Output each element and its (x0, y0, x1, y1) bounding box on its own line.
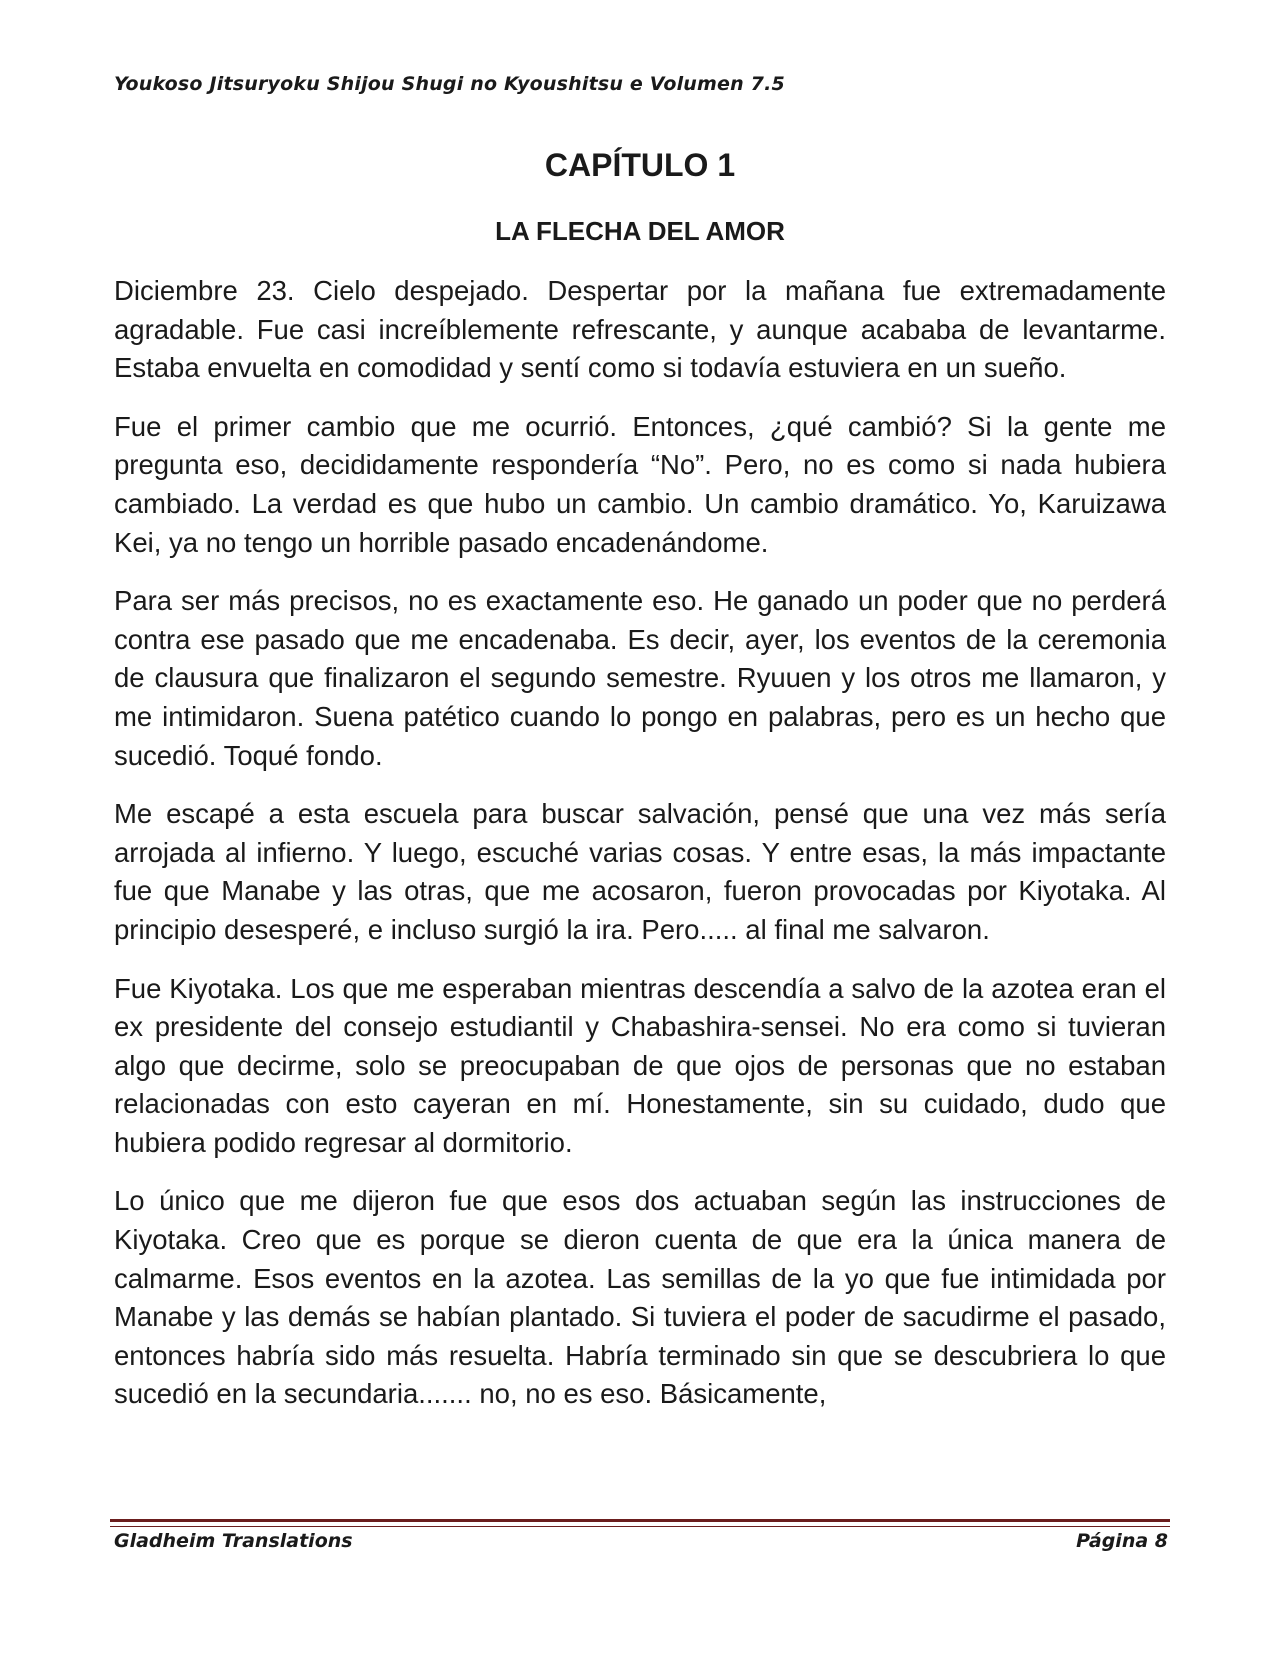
paragraph: Lo único que me dijeron fue que esos dos actuaban según las instrucciones de Kiyotaka. Creo que es porque se dieron cuenta de que era la única manera de calmarme. Esos eventos en la azotea. Las semillas de la yo que fue intimidada por Manabe y las demás se habían plantado. Si tuviera el poder de sacudirme el pasado, entonces habría sido más resuelta. Habría terminado sin que se descubriera lo que sucedió en la secundaria....... no, no es eso. Básicamente, (114, 1185, 1166, 1410)
footer-credit: Gladheim Translations (114, 1530, 353, 1552)
chapter-subtitle: LA FLECHA DEL AMOR (495, 216, 785, 246)
paragraph: Me escapé a esta escuela para buscar salvación, pensé que una vez más sería arrojada al infierno. Y luego, escuché varias cosas. Y entre esas, la más impactante fue que Manabe y las otras, que me acosaron, fueron provocadas por Kiyotaka. Al principio desesperé, e incluso surgió la ira. Pero..... al final me salvaron. (114, 798, 1166, 945)
footer-divider (110, 1519, 1170, 1527)
paragraph: Para ser más precisos, no es exactamente eso. He ganado un poder que no perderá contra ese pasado que me encadenaba. Es decir, ayer, los eventos de la ceremonia de clausura que finalizaron el segundo semestre. Ryuuen y los otros me llamaron, y me intimidaron. Suena patético cuando lo pongo en palabras, pero es un hecho que sucedió. Toqué fondo. (114, 585, 1166, 771)
paragraph: Fue Kiyotaka. Los que me esperaban mientras descendía a salvo de la azotea eran el ex presidente del consejo estudiantil y Chabashira-sensei. No era como si tuvieran algo que decirme, solo se preocupaban de que ojos de personas que no estaban relacionadas con esto cayeran en mí. Honestamente, sin su cuidado, dudo que hubiera podido regresar al dormitorio. (114, 972, 1166, 1158)
body-text (114, 272, 1166, 1434)
running-header: Youkoso Jitsuryoku Shijou Shugi no Kyoushitsu e Volumen 7.5 (114, 73, 785, 95)
paragraph: Diciembre 23. Cielo despejado. Despertar por la mañana fue extremadamente agradable. Fue casi increíblemente refrescante, y aunque acababa de levantarme. Estaba envuelta en comodidad y sentí como si todavía estuviera en un sueño. (114, 275, 1166, 384)
page-number: Página 8 (1076, 1530, 1168, 1552)
paragraph: Fue el primer cambio que me ocurrió. Entonces, ¿qué cambió? Si la gente me pregunta eso, decididamente respondería “No”. Pero, no es como si nada hubiera cambiado. La verdad es que hubo un cambio. Un cambio dramático. Yo, Karuizawa Kei, ya no tengo un horrible pasado encadenándome. (114, 410, 1166, 558)
chapter-title: CAPÍTULO 1 (544, 147, 736, 183)
